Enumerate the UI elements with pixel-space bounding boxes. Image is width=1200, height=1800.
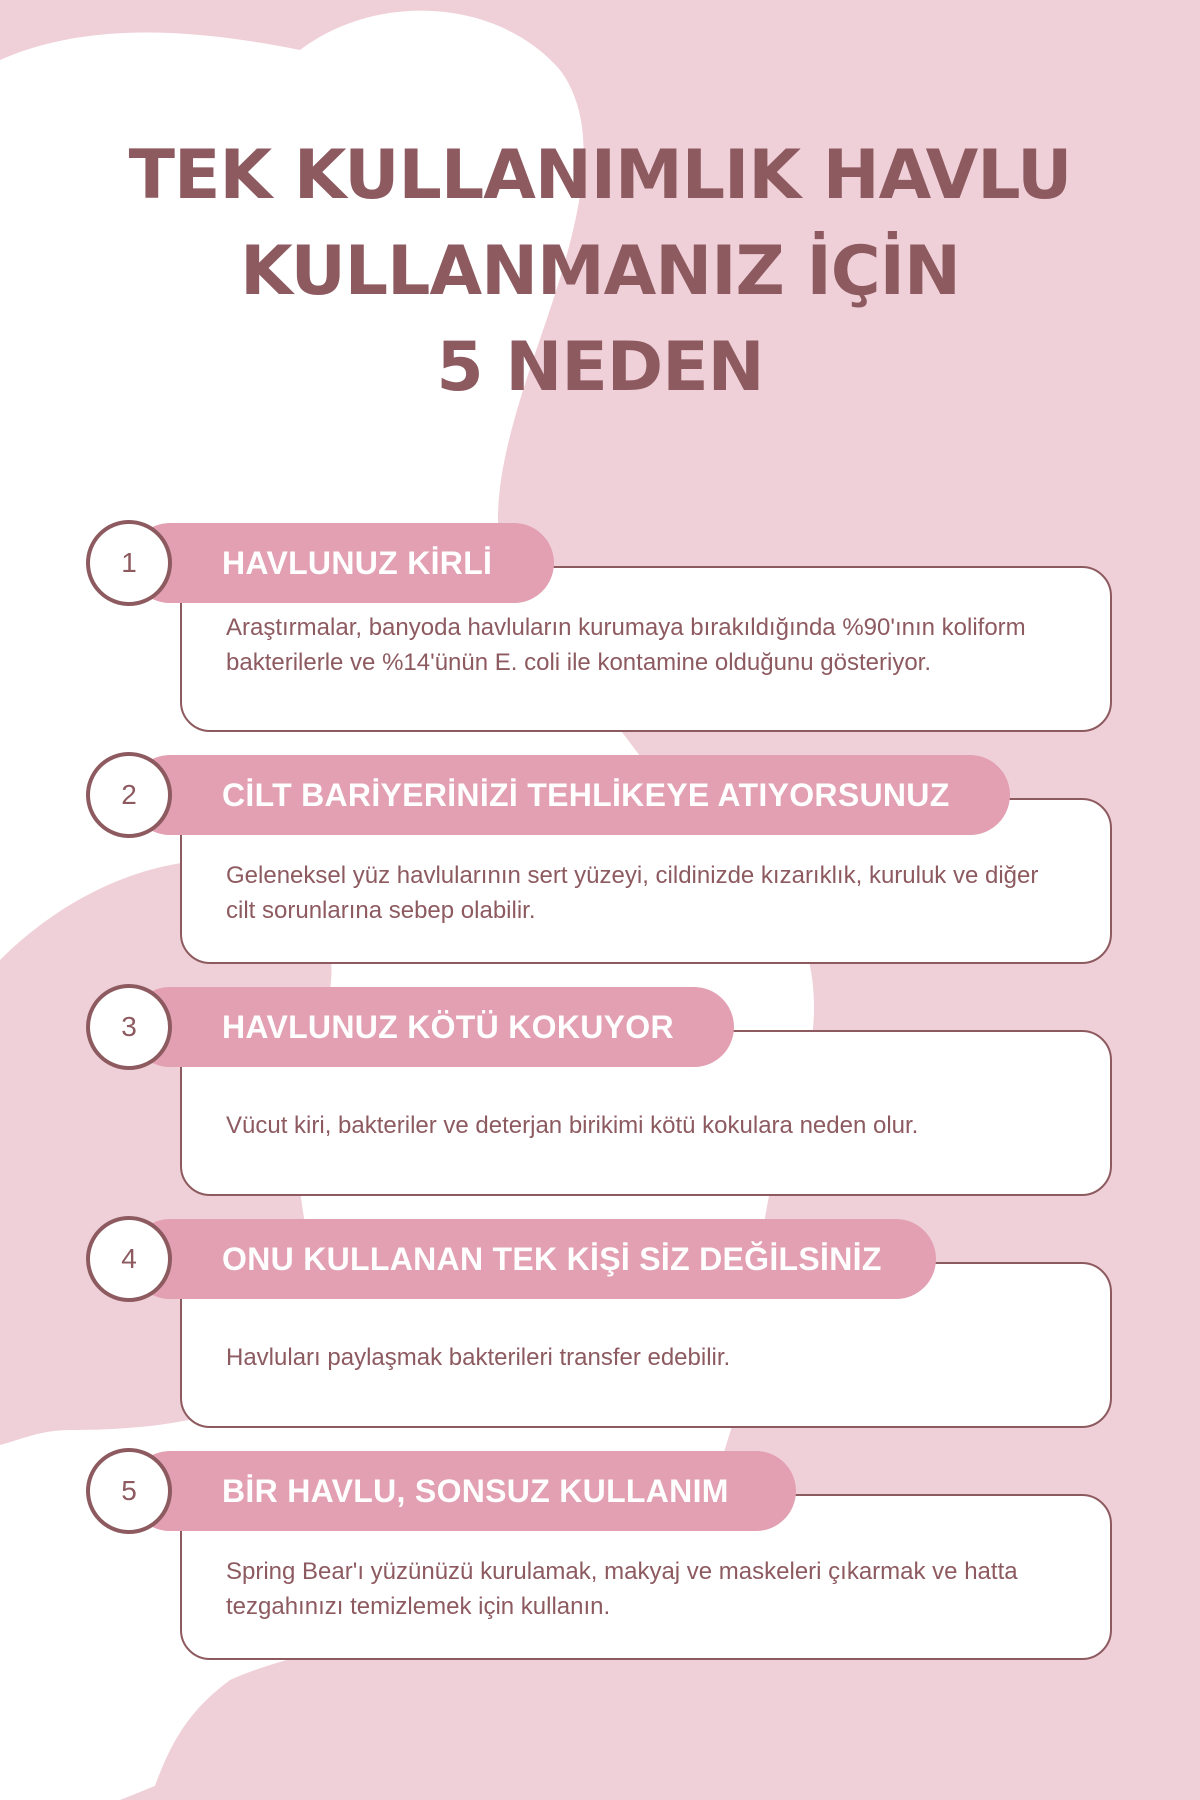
reason-number-badge: 4 bbox=[86, 1216, 172, 1302]
reason-number-badge: 1 bbox=[86, 520, 172, 606]
reason-heading-banner: CİLT BARİYERİNİZİ TEHLİKEYE ATIYORSUNUZ bbox=[130, 755, 1010, 835]
reason-item-3 bbox=[0, 984, 1200, 1214]
page-title bbox=[0, 128, 1200, 416]
reason-number-badge: 2 bbox=[86, 752, 172, 838]
reason-item-2 bbox=[0, 752, 1200, 982]
title-line-1: TEK KULLANIMLIK HAVLU bbox=[128, 136, 1072, 215]
reason-body: Havluları paylaşmak bakterileri transfer edebilir. bbox=[226, 1344, 731, 1371]
reason-item-4 bbox=[0, 1216, 1200, 1446]
reason-heading-banner: BİR HAVLU, SONSUZ KULLANIM bbox=[130, 1451, 796, 1531]
reason-heading-banner: HAVLUNUZ KİRLİ bbox=[130, 523, 554, 603]
reason-heading-banner: HAVLUNUZ KÖTÜ KOKUYOR bbox=[130, 987, 734, 1067]
reason-body: Araştırmalar, banyoda havluların kurumaya bırakıldığında %90'ının koliform bakterilerle ve %14'ünün E. coli ile kontamine olduğunu gösteriyor. bbox=[226, 614, 1026, 676]
reason-heading-banner: ONU KULLANAN TEK KİŞİ SİZ DEĞİLSİNİZ bbox=[130, 1219, 936, 1299]
reason-body: Vücut kiri, bakteriler ve deterjan birikimi kötü kokulara neden olur. bbox=[226, 1112, 919, 1139]
title-line-3: 5 NEDEN bbox=[436, 328, 764, 407]
title-line-2: KULLANMANIZ İÇİN bbox=[240, 232, 960, 311]
reason-body: Geleneksel yüz havlularının sert yüzeyi, cildinizde kızarıklık, kuruluk ve diğer cilt sorunlarına sebep olabilir. bbox=[226, 862, 1039, 924]
reason-number-badge: 3 bbox=[86, 984, 172, 1070]
reason-item-5 bbox=[0, 1448, 1200, 1678]
reason-body: Spring Bear'ı yüzünüzü kurulamak, makyaj ve maskeleri çıkarmak ve hatta tezgahınızı temizlemek için kullanın. bbox=[226, 1558, 1018, 1620]
reason-item-1 bbox=[0, 520, 1200, 750]
reason-number-badge: 5 bbox=[86, 1448, 172, 1534]
